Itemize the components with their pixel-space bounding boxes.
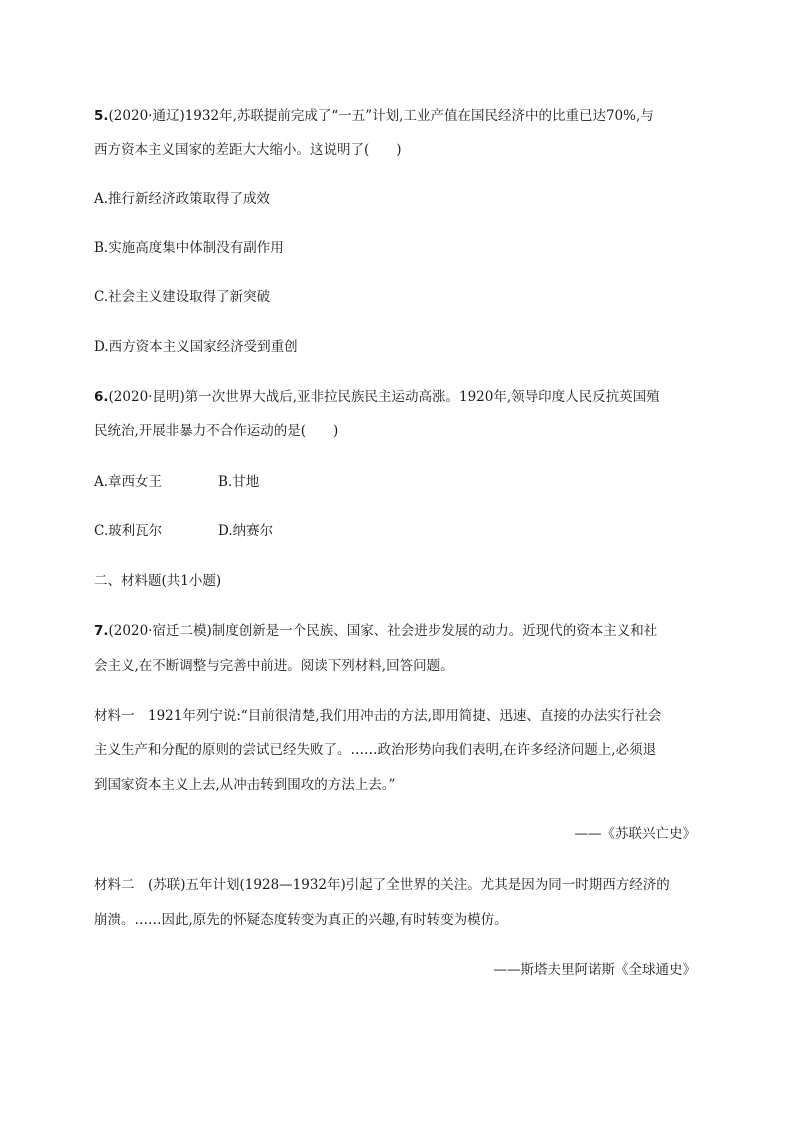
material2-line2: 崩溃。……因此,原先的怀疑态度转变为真正的兴趣,有时转变为模仿。 [94,912,508,928]
q5-stem-text-1: (2020·通辽)1932年,苏联提前完成了“一五”计划,工业产值在国民经济中的比重已达70%,与 [108,108,654,124]
material1-line2: 主义生产和分配的原则的尝试已经失败了。……政治形势向我们表明,在许多经济问题上,必须退 [94,742,657,758]
q6-option-a: A.章西女王 [94,474,163,490]
q6-option-c: C.玻利瓦尔 [94,523,163,539]
q5-stem-line1 [94,106,654,126]
q6-stem-line2: 民统治,开展非暴力不合作运动的是( ) [94,423,339,439]
q6-option-b: B.甘地 [218,474,260,490]
material2-source: ——斯塔夫里阿诺斯《全球通史》 [493,962,696,978]
q7-stem-text-1: (2020·宿迁二模)制度创新是一个民族、国家、社会进步发展的动力。近现代的资本主义和社 [108,623,658,639]
q5-option-b: B.实施高度集中体制没有副作用 [94,240,284,256]
q5-stem-line2: 西方资本主义国家的差距大大缩小。这说明了( ) [94,142,402,158]
q5-option-a: A.推行新经济政策取得了成效 [94,191,271,207]
q6-stem-line1 [94,387,660,407]
q7-stem-line2: 会主义,在不断调整与完善中前进。阅读下列材料,回答问题。 [94,658,454,674]
section-heading: 二、材料题(共1小题) [94,573,222,589]
q6-option-d: D.纳赛尔 [218,523,274,539]
material2-line1: 材料二 (苏联)五年计划(1928—1932年)引起了全世界的关注。尤其是因为同一时期西方经济的 [94,877,670,893]
q6-stem-text-1: (2020·昆明)第一次世界大战后,亚非拉民族民主运动高涨。1920年,领导印度人民反抗英国殖 [108,389,660,405]
material1-line3: 到国家资本主义上去,从冲击转到围攻的方法上去。” [94,777,396,793]
q7-stem-line1 [94,621,657,641]
material1-source: ——《苏联兴亡史》 [574,826,696,842]
q5-number: 5. [94,108,109,124]
q5-option-d: D.西方资本主义国家经济受到重创 [94,339,298,355]
q7-number: 7. [94,623,109,639]
material1-line1: 材料一 1921年列宁说:“目前很清楚,我们用冲击的方法,即用简捷、迅速、直接的办法实行社会 [94,708,662,724]
q5-option-c: C.社会主义建设取得了新突破 [94,289,271,305]
q6-number: 6. [94,389,109,405]
